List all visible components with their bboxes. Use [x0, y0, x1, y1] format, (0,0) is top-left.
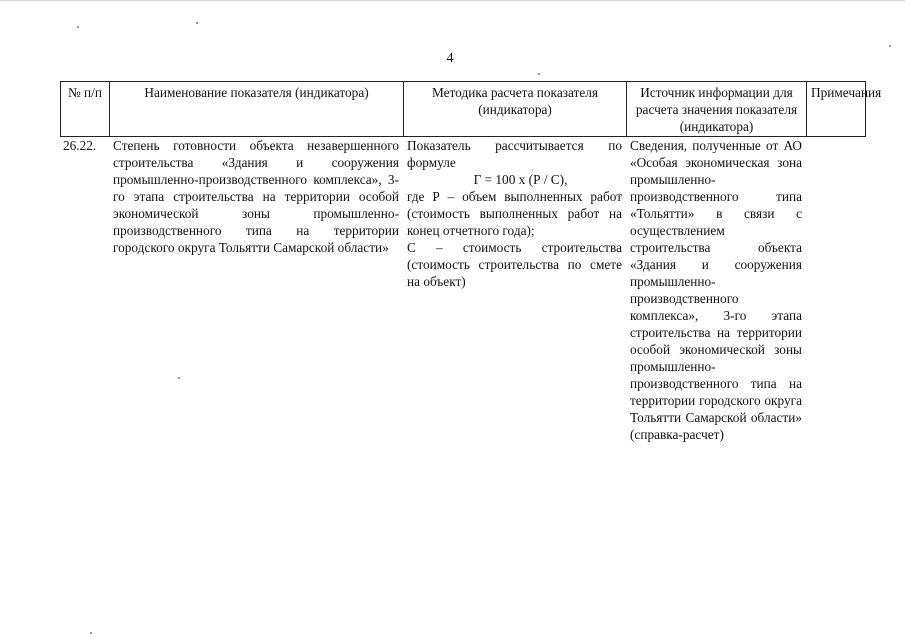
- scan-speck-3: [889, 45, 891, 47]
- information-source: Сведения, полученные от АО «Особая экономическая зона промышленно-производственного типа «Тольятти» в связи с осуществлением строительства объекта «Здания и сооружения промышленно-производственного комплекса», 3-го этапа строительства на территории особой экономической зоны промышленно-производственного типа на территории городского округа Тольятти Самарской области» (справка-расчет): [630, 138, 802, 442]
- table-header-row: [60, 81, 882, 137]
- header-indicator-name: Наименование показателя (индикатора): [109, 82, 403, 136]
- top-page-edge: [0, 0, 905, 1]
- scan-speck-4: [538, 73, 540, 75]
- calculation-method: [403, 135, 626, 292]
- header-number: № п/п: [60, 82, 109, 136]
- method-variable-c: С – стоимость строительства (стоимость строительства по смете на объект): [407, 240, 622, 289]
- table-row: [60, 135, 866, 451]
- page-number: 4: [446, 51, 454, 66]
- notes-cell: [806, 135, 866, 139]
- method-formula: Г = 100 x (Р / С),: [473, 172, 568, 187]
- scan-speck-2: [196, 22, 198, 24]
- scan-speck-5: [178, 377, 180, 379]
- method-variable-p: где Р – объем выполненных работ (стоимость выполненных работ на конец отчетного года);: [407, 189, 622, 238]
- scan-speck-1: [77, 26, 79, 28]
- scan-speck-6: [90, 632, 92, 634]
- method-intro: Показатель рассчитывается по формуле: [407, 138, 622, 170]
- indicator-table: [60, 81, 882, 451]
- indicator-name: Степень готовности объекта незавершенного строительства «Здания и сооружения промышленно-производственного комплекса», 3-го этапа строительства на территории особой экономической зоны промышленно-производственного типа на территории городского округа Тольятти Самарской области»: [113, 138, 399, 255]
- header-notes: Примечания: [806, 82, 866, 136]
- row-number: 26.22.: [63, 138, 97, 153]
- header-calculation-method: Методика расчета показателя (индикатора): [403, 82, 626, 136]
- header-information-source: Источник информации для расчета значения показателя (индикатора): [626, 82, 806, 136]
